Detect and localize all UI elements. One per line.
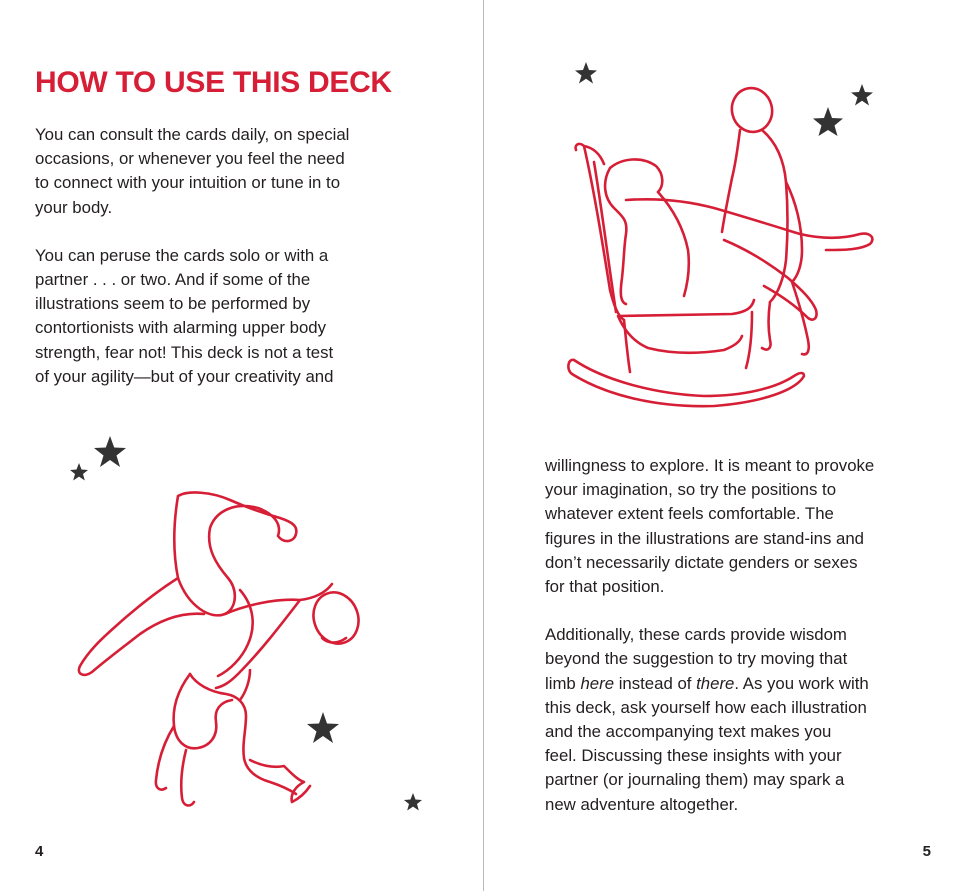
paragraph [35, 123, 455, 220]
star-icon [851, 84, 873, 106]
text-run: limb [545, 673, 581, 693]
paragraph [35, 244, 455, 389]
star-icon [813, 107, 843, 136]
text-run: instead of [614, 673, 697, 693]
text-line: to connect with your intuition or tune in to [35, 173, 341, 193]
rocking-chair-couple-illustration [564, 50, 924, 410]
text-line: and the accompanying text makes you [545, 722, 832, 742]
text-line: don’t necessarily dictate genders or sexes [545, 552, 858, 572]
text-line: whatever extent feels comfortable. The [545, 504, 834, 524]
right-page [484, 0, 968, 891]
page-number: 5 [922, 843, 931, 860]
paragraph [545, 623, 955, 817]
star-icon [404, 793, 422, 811]
text-line: partner . . . or two. And if some of the [35, 270, 311, 290]
acrobatic-couple-illustration [60, 430, 440, 830]
paragraph [545, 454, 955, 599]
text-line: contortionists with alarming upper body [35, 318, 327, 338]
emphasis-text: there [696, 673, 735, 693]
text-line: your imagination, so try the positions to [545, 480, 837, 500]
star-icon [575, 62, 597, 84]
text-line: partner (or journaling them) may spark a [545, 770, 845, 790]
star-icon [70, 463, 88, 481]
left-body-text [35, 123, 455, 413]
emphasis-text: here [580, 673, 615, 693]
text-line: for that position. [545, 577, 665, 597]
text-line: You can peruse the cards solo or with a [35, 245, 329, 265]
text-run: . As you work with [734, 673, 869, 693]
page-heading: HOW TO USE THIS DECK [35, 66, 392, 99]
text-line: figures in the illustrations are stand-ins and [545, 528, 865, 548]
text-line: your body. [35, 197, 113, 217]
text-line: willingness to explore. It is meant to provoke [545, 456, 875, 475]
text-line: this deck, ask yourself how each illustration [545, 697, 867, 717]
text-line: illustrations seem to be performed by [35, 294, 311, 314]
text-line: Additionally, these cards provide wisdom [545, 625, 847, 645]
text-line: new adventure altogether. [545, 794, 739, 814]
right-body-text [545, 454, 955, 841]
text-line: feel. Discussing these insights with your [545, 746, 842, 766]
star-icon [307, 712, 339, 743]
star-icon [94, 436, 126, 467]
left-page [0, 0, 483, 891]
text-line: of your agility—but of your creativity and [35, 366, 334, 386]
page-number: 4 [35, 843, 44, 860]
text-line: You can consult the cards daily, on special [35, 125, 350, 144]
text-line: beyond the suggestion to try moving that [545, 649, 848, 669]
text-line [545, 672, 955, 696]
text-line: occasions, or whenever you feel the need [35, 149, 345, 169]
text-line: strength, fear not! This deck is not a test [35, 342, 334, 362]
